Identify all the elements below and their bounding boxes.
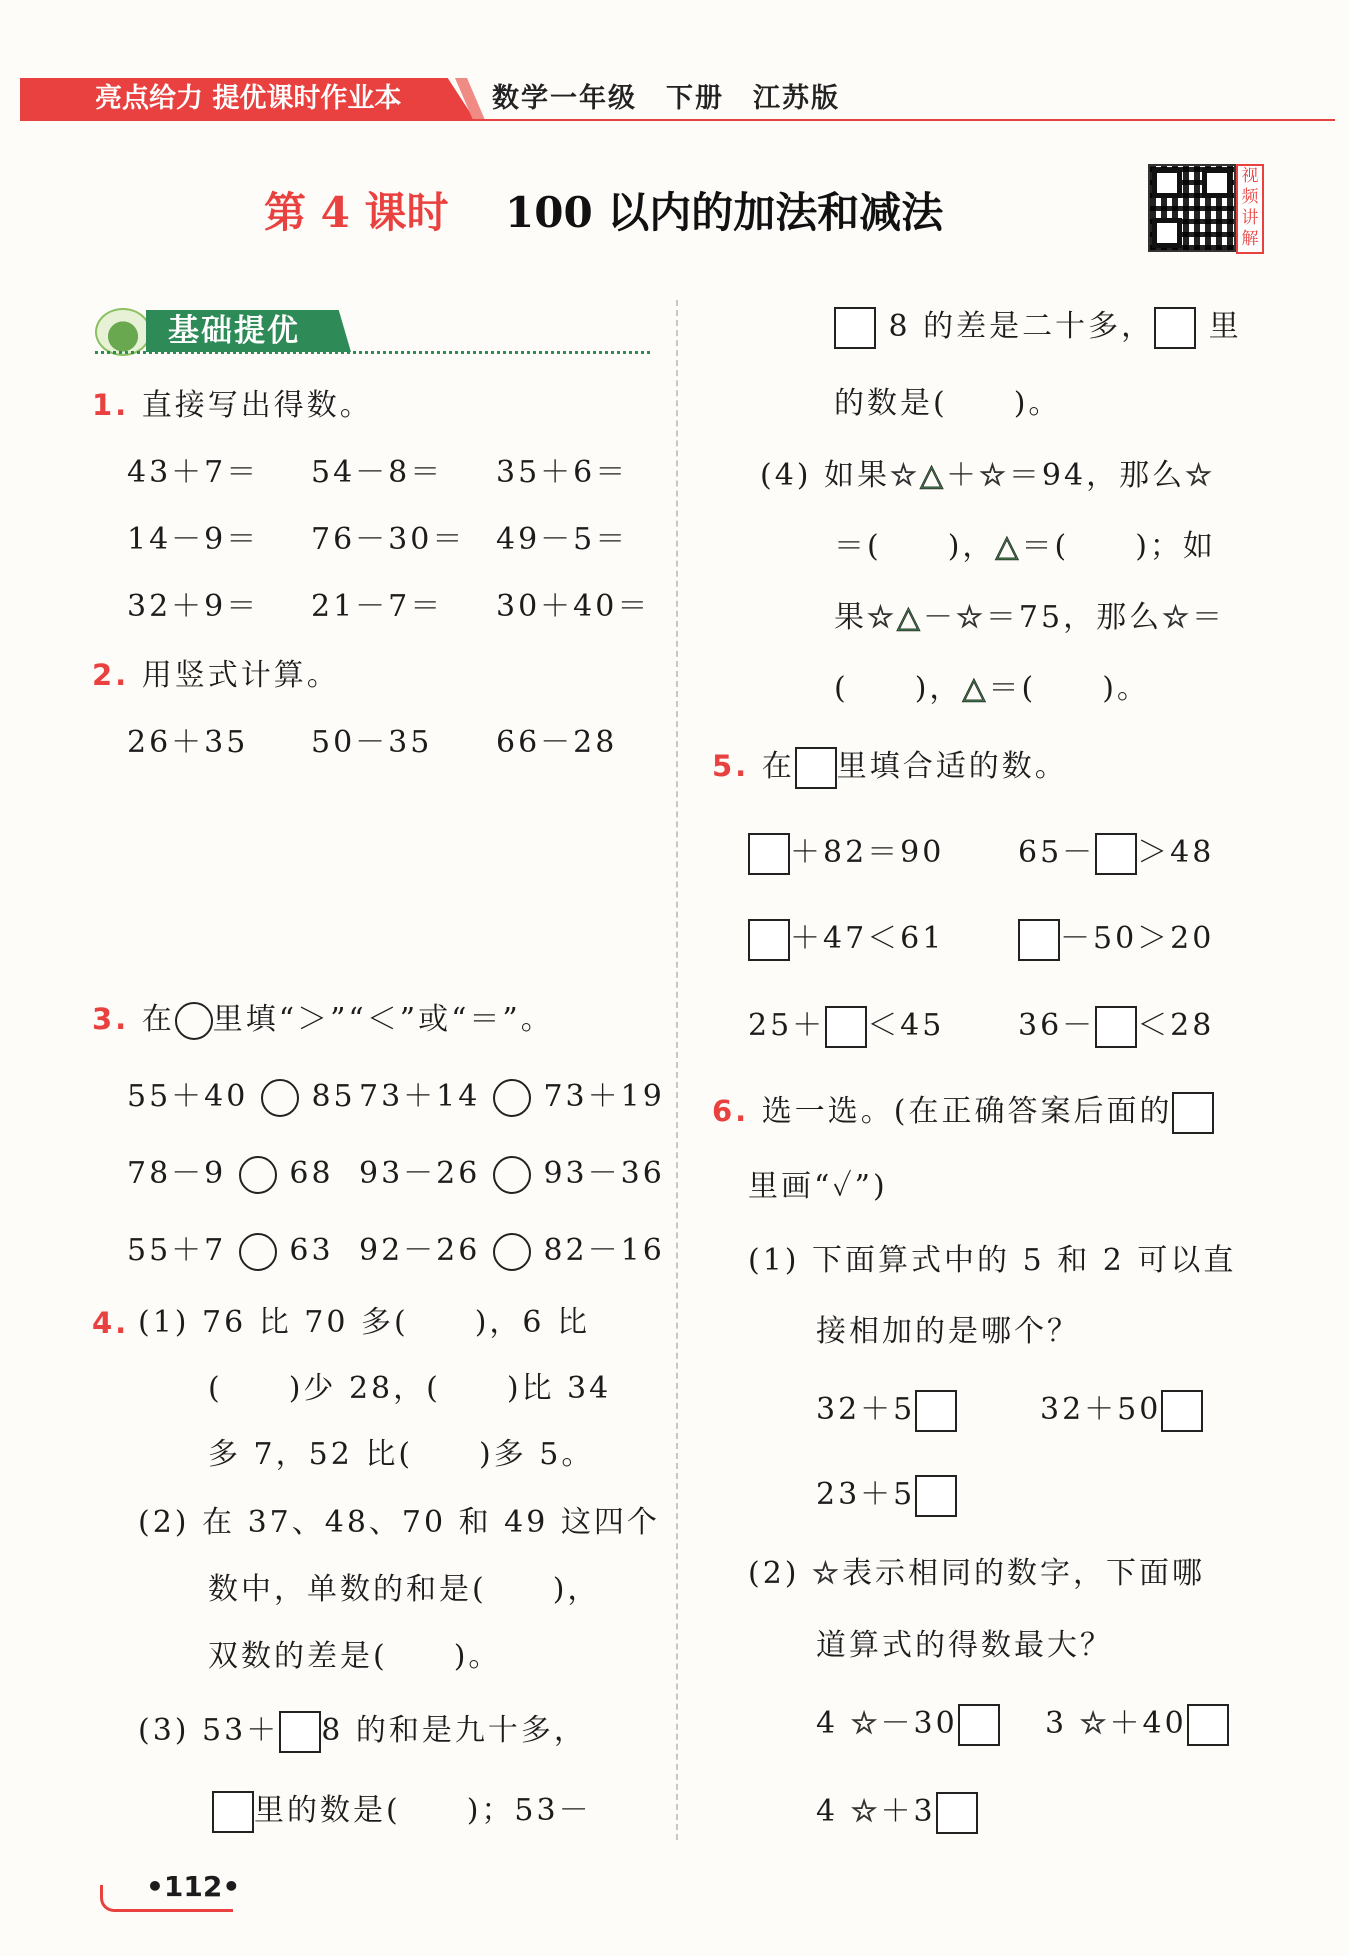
q4-p3-text: 里的数是( )；53－: [254, 1793, 592, 1828]
q4-p4-text: ＝( )。: [988, 671, 1150, 706]
q3-heading: [92, 998, 554, 1041]
section-label: 基础提优: [168, 313, 300, 349]
q1-item: 30＋40＝: [496, 589, 651, 624]
check-box[interactable]: [1161, 1390, 1203, 1432]
q4-p4-text: 果: [834, 600, 867, 635]
qr-label: 视频讲解: [1236, 164, 1264, 254]
answer-box[interactable]: [279, 1711, 321, 1753]
q5-pre: 65－: [1018, 835, 1096, 870]
q3-row: [359, 1153, 665, 1195]
q4-p4-line4: [834, 668, 1150, 710]
star-icon: ☆: [850, 1794, 881, 1829]
q2-item: 50－35: [311, 725, 433, 760]
q1-item: 14－9＝: [127, 522, 260, 557]
q3-row: [359, 1230, 665, 1272]
q4-number-wrap: [92, 1302, 129, 1345]
q5-post: ＜45: [867, 1008, 945, 1043]
q3-right: 93－36: [543, 1156, 665, 1191]
q4-p1-line: 多 7，52 比( )多 5。: [208, 1437, 595, 1472]
triangle-icon: △: [919, 458, 947, 493]
star-icon: ☆: [1162, 600, 1192, 635]
qr-finder: [1202, 168, 1232, 198]
q4-p1-line: ( )少 28，( )比 34: [208, 1371, 612, 1406]
q4-p3-text: 8 的和是九十多，: [321, 1713, 587, 1748]
q2-number: 2.: [92, 658, 130, 692]
q4-p4-text: ＝: [1191, 600, 1225, 635]
q1-item: 35＋6＝: [496, 455, 629, 490]
q6-text: 选一选。(在正确答案后面的: [761, 1094, 1173, 1129]
q6-text2: 里画“✓”): [748, 1169, 888, 1204]
q4-number: 4.: [92, 1306, 130, 1340]
q1-text: 直接写出得数。: [141, 388, 373, 423]
section-dotted-rule: [95, 351, 650, 354]
q3-right: 85: [311, 1079, 356, 1114]
q4-p4-text: ＝( )，: [834, 529, 996, 564]
q3-number: 3.: [92, 1002, 130, 1036]
check-box[interactable]: [915, 1390, 957, 1432]
star-icon: ☆: [1185, 458, 1216, 493]
q5-post: ＋82＝90: [790, 835, 945, 870]
q4-p3-line4: 的数是( )。: [834, 386, 1062, 421]
triangle-icon: △: [896, 600, 923, 635]
q4-p2-line: 数中，单数的和是( )，: [208, 1572, 601, 1607]
lesson-number: 第 4 课时: [264, 188, 449, 237]
header-brand: 亮点给力 提优课时作业本: [95, 83, 402, 114]
q3-row: [359, 1076, 665, 1118]
q6-option: [1040, 1389, 1203, 1432]
q4-p3-line2: [212, 1790, 592, 1833]
q6-option: [816, 1791, 978, 1834]
q3-left: 55＋7: [127, 1233, 227, 1268]
answer-box[interactable]: [1095, 833, 1137, 875]
check-box[interactable]: [958, 1704, 1000, 1746]
q6-p2-line2: 道算式的得数最大？: [816, 1628, 1113, 1663]
check-box[interactable]: [1187, 1704, 1229, 1746]
q4-p3-line3: [834, 306, 1242, 349]
page-number: •112•: [146, 1870, 241, 1903]
box-symbol: [1172, 1092, 1214, 1134]
q1-heading: [92, 384, 373, 427]
q5-text-post: 里填合适的数。: [836, 749, 1068, 784]
q6-p1-line: 接相加的是哪个？: [816, 1314, 1080, 1349]
q5-pre: 25＋: [748, 1008, 826, 1043]
q6-number: 6.: [712, 1094, 750, 1128]
star-icon: ☆: [890, 458, 920, 493]
q5-pre: 36－: [1018, 1008, 1096, 1043]
q4-p3-line1: [138, 1710, 587, 1753]
q3-row: [127, 1076, 356, 1118]
q4-p4-text: ＝( )；如: [1021, 529, 1216, 564]
q6-option-text: 4: [816, 1706, 839, 1741]
q4-p4-line2: [834, 526, 1216, 568]
q4-p4-text: －: [922, 600, 956, 635]
q3-left: 78－9: [127, 1156, 227, 1191]
q6-option-text: ＋40: [1109, 1706, 1187, 1741]
section-gear-icon: [95, 308, 151, 356]
q4-p4-text: ( )，: [834, 671, 963, 706]
q5-item: [1018, 918, 1214, 961]
answer-box[interactable]: [212, 1791, 254, 1833]
q4-p4-line1: [760, 455, 1215, 497]
qr-finder: [1152, 218, 1182, 248]
star-icon: ☆: [955, 600, 986, 635]
q3-right: 73＋19: [543, 1079, 665, 1114]
q6-option-text: ＋3: [880, 1794, 936, 1829]
compare-circle[interactable]: [493, 1079, 531, 1117]
triangle-icon: △: [995, 529, 1022, 564]
q2-heading: [92, 654, 340, 697]
star-icon: ☆: [812, 1556, 842, 1591]
answer-box[interactable]: [825, 1006, 867, 1048]
q1-item: 76－30＝: [311, 522, 466, 557]
q3-right: 82－16: [543, 1233, 665, 1268]
q6-p2-text: 表示相同的数字，下面哪: [841, 1556, 1205, 1591]
q5-post: ＞48: [1137, 835, 1215, 870]
answer-box[interactable]: [1018, 919, 1060, 961]
q6-option: [816, 1389, 957, 1432]
q5-number: 5.: [712, 749, 750, 783]
q6-heading: [712, 1090, 1214, 1134]
q5-post: ＋47＜61: [790, 921, 945, 956]
q3-left: 55＋40: [127, 1079, 249, 1114]
q2-text: 用竖式计算。: [141, 658, 340, 693]
q5-item: [1018, 1005, 1214, 1048]
page-title: 100 以内的加法和减法: [505, 188, 944, 237]
answer-box[interactable]: [834, 307, 876, 349]
circle-blank: [175, 1002, 213, 1040]
compare-circle[interactable]: [493, 1233, 531, 1271]
q4-p4-text: ＝94，那么: [1008, 458, 1186, 493]
q6-p2-line1: [748, 1553, 1205, 1595]
star-icon: ☆: [850, 1706, 881, 1741]
star-icon: ☆: [1079, 1706, 1110, 1741]
q6-option-text: 32＋5: [816, 1392, 916, 1427]
q5-heading: [712, 745, 1068, 789]
q6-p1-line: (1) 下面算式中的 5 和 2 可以直: [748, 1243, 1237, 1278]
q3-left: 93－26: [359, 1156, 481, 1191]
q1-item: 21－7＝: [311, 589, 444, 624]
q4-p2-line: 双数的差是( )。: [208, 1639, 502, 1674]
q4-p1-line: (1) 76 比 70 多( )，6 比: [138, 1305, 591, 1340]
q3-right: 63: [289, 1233, 334, 1268]
answer-box[interactable]: [748, 919, 790, 961]
q1-item: 32＋9＝: [127, 589, 260, 624]
compare-circle[interactable]: [261, 1079, 299, 1117]
header-subject: 数学一年级 下册 江苏版: [492, 83, 840, 114]
q1-item: 54－8＝: [311, 455, 444, 490]
q1-number: 1.: [92, 388, 130, 422]
q6-option: [1045, 1703, 1229, 1746]
q4-p3-text: (3) 53＋: [138, 1713, 280, 1748]
check-box[interactable]: [936, 1792, 978, 1834]
qr-finder: [1152, 168, 1182, 198]
answer-box[interactable]: [1095, 1006, 1137, 1048]
q6-option: [816, 1703, 1000, 1746]
star-icon: ☆: [867, 600, 897, 635]
q6-option-text: 4: [816, 1794, 839, 1829]
qr-code-icon[interactable]: [1148, 164, 1236, 252]
q3-left: 92－26: [359, 1233, 481, 1268]
compare-circle[interactable]: [239, 1156, 277, 1194]
q4-p4-text: (4) 如果: [760, 458, 891, 493]
answer-box[interactable]: [748, 833, 790, 875]
triangle-icon: △: [962, 671, 989, 706]
column-divider: [676, 300, 678, 1840]
q5-text-pre: 在: [761, 749, 795, 784]
q4-p4-line3: [834, 597, 1225, 639]
q2-item: 26＋35: [127, 725, 249, 760]
q5-item: [748, 832, 944, 875]
q3-left: 73＋14: [359, 1079, 481, 1114]
q1-item: 43＋7＝: [127, 455, 260, 490]
q5-item: [748, 1005, 944, 1048]
q5-item: [1018, 832, 1214, 875]
header-rule: [20, 119, 1335, 121]
q6-option-text: 32＋50: [1040, 1392, 1162, 1427]
q6-option-text: －30: [880, 1706, 958, 1741]
q6-option-text: 3: [1045, 1706, 1068, 1741]
box-symbol: [795, 747, 837, 789]
q1-item: 49－5＝: [496, 522, 629, 557]
q3-row: [127, 1153, 334, 1195]
q4-p3-text: 里: [1208, 309, 1242, 344]
q5-post: －50＞20: [1060, 921, 1215, 956]
q2-item: 66－28: [496, 725, 618, 760]
q6-option: [816, 1474, 957, 1517]
q5-post: ＜28: [1137, 1008, 1215, 1043]
q6-option-text: 23＋5: [816, 1477, 916, 1512]
compare-circle[interactable]: [239, 1233, 277, 1271]
q4-p2-line: (2) 在 37、48、70 和 49 这四个: [138, 1505, 660, 1540]
compare-circle[interactable]: [493, 1156, 531, 1194]
q3-text-post: 里填“＞”“＜”或“＝”。: [212, 1002, 554, 1037]
q4-p4-text: ＋: [946, 458, 980, 493]
q5-item: [748, 918, 944, 961]
q3-row: [127, 1230, 334, 1272]
q4-p3-text: 8 的差是二十多，: [888, 309, 1155, 344]
q3-right: 68: [289, 1156, 334, 1191]
star-icon: ☆: [979, 458, 1009, 493]
q6-p2-text: (2): [748, 1556, 800, 1591]
q4-p4-text: ＝75，那么: [985, 600, 1163, 635]
check-box[interactable]: [915, 1475, 957, 1517]
q3-text-pre: 在: [141, 1002, 175, 1037]
answer-box[interactable]: [1154, 307, 1196, 349]
